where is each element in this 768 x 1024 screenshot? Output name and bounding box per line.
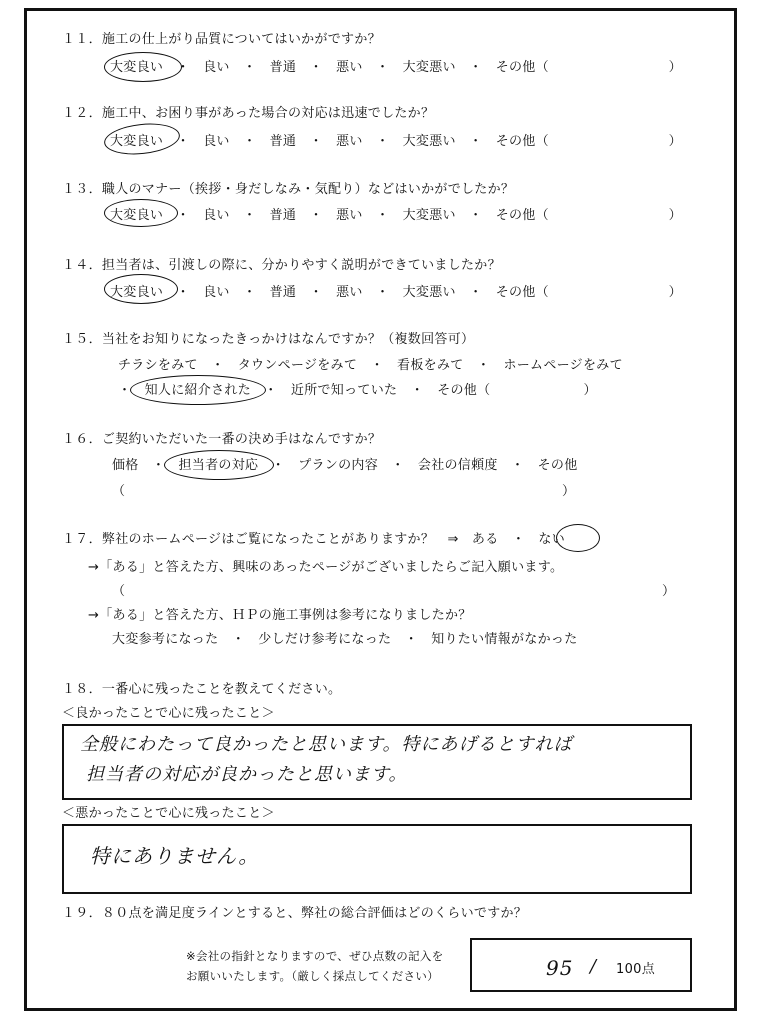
question-16-line-1: 価格 ・ 担当者の対応 ・ プランの内容 ・ 会社の信頼度 ・ その他	[112, 458, 578, 473]
score-max: 100点	[616, 962, 656, 977]
circled-answer	[104, 199, 178, 227]
question-17-close-paren: ）	[662, 584, 676, 599]
question-11-options: 大変良い ・ 良い ・ 普通 ・ 悪い ・ 大変悪い ・ その他（ ）	[110, 60, 682, 75]
good-answer-line-2: 担当者の対応が良かったと思います。	[86, 764, 408, 785]
score-box	[470, 938, 692, 992]
question-17-line-2: →「ある」と答えた方、ＨＰの施工事例は参考になりましたか？	[88, 608, 472, 623]
circled-answer	[104, 52, 182, 82]
good-answer-line-1: 全般にわたって良かったと思います。特にあげるとすれば	[80, 734, 573, 755]
score-note-1: ※会社の指針となりますので、ぜひ点数の記入を	[186, 949, 444, 963]
circled-answer	[556, 524, 600, 552]
question-18: １８．一番心に残ったことを教えてください。	[62, 682, 342, 697]
question-17: １７．弊社のホームページはご覧になったことがありますか？ ⇒ ある ・ ない	[62, 532, 566, 547]
score-note-2: お願いいたします。（厳しく採点してください）	[186, 969, 439, 983]
question-15: １５．当社をお知りになったきっかけはなんですか？（複数回答可）	[62, 332, 475, 347]
circled-answer	[104, 274, 178, 304]
question-13-options: 大変良い ・ 良い ・ 普通 ・ 悪い ・ 大変悪い ・ その他（ ）	[110, 208, 682, 223]
bad-answer: 特にありません。	[90, 844, 260, 868]
question-15-line-2: ・ 知人に紹介された ・ 近所で知っていた ・ その他（ ）	[118, 383, 597, 398]
score-slash: /	[590, 956, 598, 977]
question-12: １２．施工中、お困り事があった場合の対応は迅速でしたか？	[62, 106, 435, 121]
question-17-line-3: 大変参考になった ・ 少しだけ参考になった ・ 知りたい情報がなかった	[112, 632, 578, 647]
question-14-options: 大変良い ・ 良い ・ 普通 ・ 悪い ・ 大変悪い ・ その他（ ）	[110, 285, 682, 300]
question-14: １４．担当者は、引渡しの際に、分かりやすく説明ができていましたか？	[62, 258, 501, 273]
question-19: １９．８０点を満足度ラインとすると、弊社の総合評価はどのくらいですか？	[62, 906, 528, 921]
circled-answer	[164, 450, 274, 480]
question-11: １１．施工の仕上がり品質についてはいかがですか？	[62, 32, 381, 47]
circled-answer	[130, 375, 266, 405]
question-15-line-1: チラシをみて ・ タウンページをみて ・ 看板をみて ・ ホームページをみて	[118, 358, 623, 373]
bad-label: ＜悪かったことで心に残ったこと＞	[62, 806, 275, 821]
question-16: １６．ご契約いただいた一番の決め手はなんですか？	[62, 432, 382, 447]
score-value: 95	[546, 956, 574, 980]
good-label: ＜良かったことで心に残ったこと＞	[62, 706, 275, 721]
question-16-close-paren: ）	[562, 484, 576, 499]
question-12-options: 大変良い ・ 良い ・ 普通 ・ 悪い ・ 大変悪い ・ その他（ ）	[110, 134, 682, 149]
question-17-line-1: →「ある」と答えた方、興味のあったページがございましたらご記入願います。	[88, 560, 564, 575]
question-16-open-paren: （	[112, 484, 126, 499]
question-13: １３．職人のマナー（挨拶・身だしなみ・気配り）などはいかがでしたか？	[62, 182, 515, 197]
question-17-open-paren: （	[112, 584, 126, 599]
